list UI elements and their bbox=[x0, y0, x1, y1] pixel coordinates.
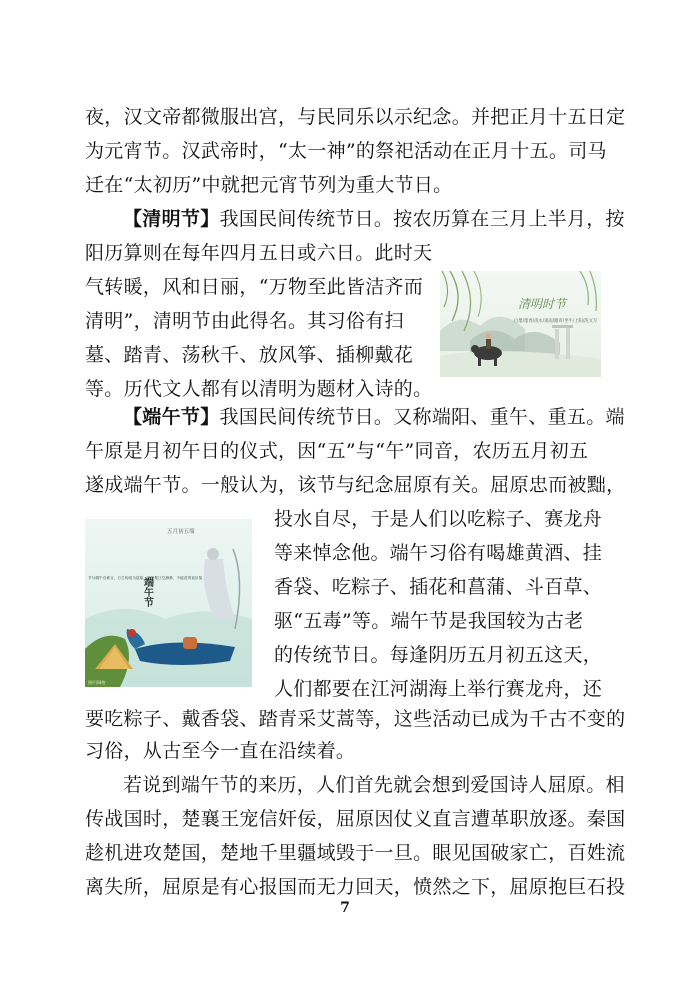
duanwu-credit: 图片/网络 bbox=[88, 680, 106, 685]
duanwu-poem: 节分端午自谁言，万古传闻为屈原，堪笑楚江空渺渺，不能洗得直臣冤 bbox=[88, 576, 203, 580]
text-line: 气转暖，风和日丽，“万物至此皆洁齐而 bbox=[85, 276, 424, 298]
text-line bbox=[123, 402, 625, 432]
duanwu-illustration bbox=[85, 519, 252, 687]
term-duanwu: 【端午节】 bbox=[123, 406, 220, 428]
text-line: 迁在“太初历”中就把元宵节列为重大节日。 bbox=[85, 174, 453, 196]
duanwu-heading: 五月初五端 bbox=[167, 529, 195, 535]
text-line: 习俗，从古至今一直在沿续着。 bbox=[85, 740, 356, 762]
text-line: 墓、踏青、荡秋千、放风筝、插柳戴花 bbox=[85, 344, 414, 366]
qingming-scene bbox=[440, 271, 601, 377]
qingming-title: 清明时节 bbox=[518, 297, 567, 311]
text-fragment: 我国民间传统节日。按农历算在三月上半月，按 bbox=[219, 208, 625, 230]
text-line: 香袋、吃粽子、插花和菖蒲、斗百草、 bbox=[274, 576, 603, 598]
qingming-illustration bbox=[440, 271, 601, 377]
text-line: 若说到端午节的来历，人们首先就会想到爱国诗人屈原。相 bbox=[123, 774, 625, 796]
duanwu-scene bbox=[85, 519, 252, 687]
text-line: 要吃粽子、戴香袋、踏青采艾蒿等，这些活动已成为千古不变的 bbox=[85, 708, 626, 730]
text-line: 遂成端午节。一般认为，该节与纪念屈原有关。屈原忠而被黜， bbox=[85, 474, 626, 496]
text-line: 传战国时，楚襄王宠信奸佞，屈原因仗义直言遭革职放逐。秦国 bbox=[85, 808, 626, 830]
text-line: 午原是月初午日的仪式，因“五”与“午”同音，农历五月初五 bbox=[85, 440, 589, 462]
text-line: 阳历算则在每年四月五日或六日。此时天 bbox=[85, 242, 433, 264]
text-line bbox=[123, 204, 625, 234]
text-line: 夜，汉文帝都微服出宫，与民同乐以示纪念。并把正月十五日定 bbox=[85, 106, 626, 128]
page-number: 7 bbox=[340, 900, 350, 916]
duanwu-title: 端午节 bbox=[141, 577, 153, 607]
text-line: 趁机进攻楚国，楚地千里疆域毁于一旦。眼见国破家亡，百姓流 bbox=[85, 842, 626, 864]
qingming-subtitle: 白墨/墨香/清水/谈雨/踏青/坐牛/上阳/洗文写 bbox=[514, 319, 598, 324]
text-line: 等。历代文人都有以清明为题材入诗的。 bbox=[85, 378, 433, 400]
text-line: 的传统节日。每逢阴历五月初五这天， bbox=[274, 644, 603, 666]
text-line: 等来悼念他。端午习俗有喝雄黄酒、挂 bbox=[274, 542, 603, 564]
text-line: 驱“五毒”等。端午节是我国较为古老 bbox=[274, 610, 584, 632]
text-fragment: 我国民间传统节日。又称端阳、重午、重五。端 bbox=[219, 406, 625, 428]
term-qingming: 【清明节】 bbox=[123, 208, 220, 230]
text-line: 离失所，屈原是有心报国而无力回天，愤然之下，屈原抱巨石投 bbox=[85, 876, 626, 898]
text-line: 投水自尽，于是人们以吃粽子、赛龙舟 bbox=[274, 508, 603, 530]
text-line: 清明”，清明节由此得名。其习俗有扫 bbox=[85, 310, 404, 332]
text-line: 人们都要在江河湖海上举行赛龙舟，还 bbox=[274, 678, 603, 700]
text-line: 为元宵节。汉武帝时，“太一神”的祭祀活动在正月十五。司马 bbox=[85, 140, 607, 162]
